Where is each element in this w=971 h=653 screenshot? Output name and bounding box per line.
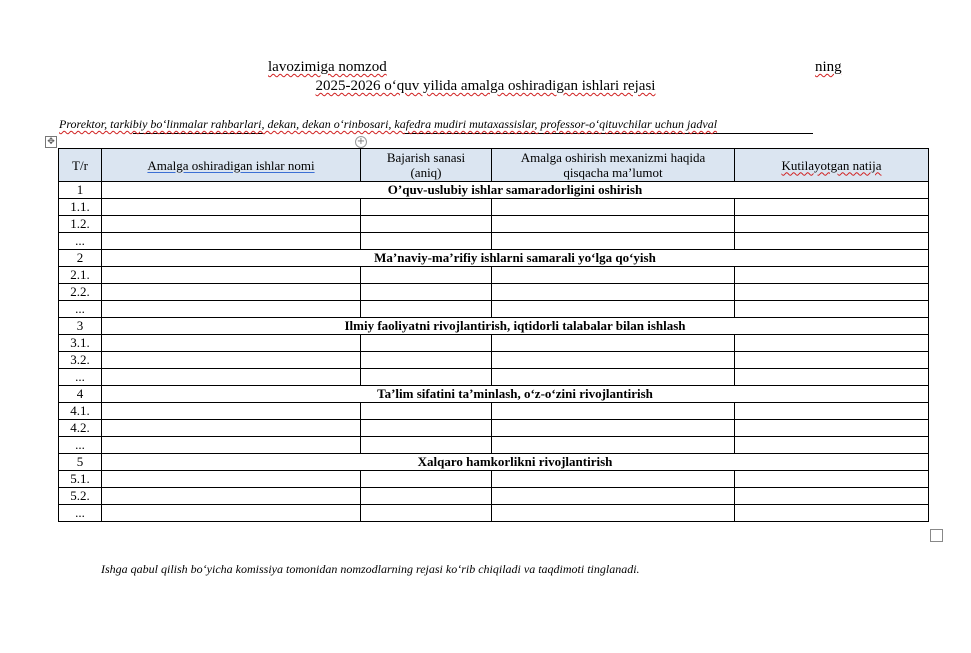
position-label: lavozimiga nomzod	[268, 59, 387, 75]
expected-result-cell[interactable]	[735, 199, 929, 216]
table-row	[59, 471, 929, 488]
mechanism-cell[interactable]	[492, 233, 735, 250]
deadline-cell[interactable]	[361, 471, 492, 488]
deadline-cell[interactable]	[361, 420, 492, 437]
mechanism-cell[interactable]	[492, 403, 735, 420]
section-number-cell[interactable]: 2	[59, 250, 102, 267]
row-number-cell[interactable]: ...	[59, 505, 102, 522]
section-row	[59, 182, 929, 199]
task-name-cell[interactable]	[102, 233, 361, 250]
row-number-cell[interactable]: ...	[59, 233, 102, 250]
section-title-cell[interactable]: Ta’lim sifatini ta’minlash, o‘z-o‘zini rivojlantirish	[102, 386, 929, 403]
section-title-cell[interactable]: Xalqaro hamkorlikni rivojlantirish	[102, 454, 929, 471]
section-row	[59, 386, 929, 403]
deadline-cell[interactable]	[361, 216, 492, 233]
mechanism-cell[interactable]	[492, 301, 735, 318]
candidate-blank-line[interactable]	[403, 133, 813, 134]
section-number-cell[interactable]: 4	[59, 386, 102, 403]
table-row	[59, 301, 929, 318]
table-note	[59, 117, 717, 132]
expected-result-cell[interactable]	[735, 267, 929, 284]
deadline-cell[interactable]	[361, 352, 492, 369]
table-row	[59, 488, 929, 505]
task-name-cell[interactable]	[102, 335, 361, 352]
resize-square-icon[interactable]	[930, 529, 943, 542]
mechanism-cell[interactable]	[492, 471, 735, 488]
deadline-cell[interactable]	[361, 284, 492, 301]
mechanism-cell[interactable]	[492, 216, 735, 233]
deadline-cell[interactable]	[361, 335, 492, 352]
mechanism-cell[interactable]	[492, 437, 735, 454]
task-name-cell[interactable]	[102, 437, 361, 454]
mechanism-cell[interactable]	[492, 488, 735, 505]
expected-result-cell[interactable]	[735, 471, 929, 488]
row-number-cell[interactable]: ...	[59, 369, 102, 386]
task-name-cell[interactable]	[102, 352, 361, 369]
mechanism-cell[interactable]	[492, 352, 735, 369]
row-number-cell[interactable]: 3.2.	[59, 352, 102, 369]
expected-result-cell[interactable]	[735, 403, 929, 420]
deadline-cell[interactable]	[361, 369, 492, 386]
mechanism-cell[interactable]	[492, 284, 735, 301]
move-cross-icon[interactable]: ✥	[45, 136, 57, 148]
expected-result-cell[interactable]	[735, 488, 929, 505]
section-title-cell[interactable]: Ilmiy faoliyatni rivojlantirish, iqtidorli talabalar bilan ishlash	[102, 318, 929, 335]
document-title	[0, 58, 971, 78]
table-row	[59, 199, 929, 216]
deadline-cell[interactable]	[361, 505, 492, 522]
mechanism-cell[interactable]	[492, 369, 735, 386]
section-number-cell[interactable]: 3	[59, 318, 102, 335]
col-header-deadline[interactable]: Bajarish sanasi (aniq)	[361, 149, 492, 182]
section-title-cell[interactable]: Ma’naviy-ma’rifiy ishlarni samarali yo‘lga qo‘yish	[102, 250, 929, 267]
row-number-cell[interactable]: 1.1.	[59, 199, 102, 216]
table-row	[59, 437, 929, 454]
row-number-cell[interactable]: 4.2.	[59, 420, 102, 437]
table-row	[59, 216, 929, 233]
row-number-cell[interactable]: 3.1.	[59, 335, 102, 352]
subtitle-text: 2025-2026 o‘quv yilida amalga oshiradigan ishlari rejasi	[315, 78, 656, 94]
row-number-cell[interactable]: 4.1.	[59, 403, 102, 420]
task-name-cell[interactable]	[102, 301, 361, 318]
col-header-expected-result[interactable]: Kutilayotgan natija	[735, 149, 929, 182]
table-row	[59, 233, 929, 250]
section-row	[59, 454, 929, 471]
document-subtitle	[0, 78, 971, 95]
expected-result-cell[interactable]	[735, 352, 929, 369]
mechanism-cell[interactable]	[492, 420, 735, 437]
name-blank-line[interactable]	[133, 133, 263, 134]
section-row	[59, 318, 929, 335]
row-number-cell[interactable]: 5.2.	[59, 488, 102, 505]
table-row	[59, 335, 929, 352]
mechanism-cell[interactable]	[492, 335, 735, 352]
task-name-cell[interactable]	[102, 488, 361, 505]
expected-result-cell[interactable]	[735, 437, 929, 454]
footer-note: Ishga qabul qilish bo‘yicha komissiya tomonidan nomzodlarning rejasi ko‘rib chiqiladi va taqdimoti tinglanadi.	[101, 562, 640, 576]
row-number-cell[interactable]: 2.1.	[59, 267, 102, 284]
col-header-number[interactable]: T/r	[59, 149, 102, 182]
row-number-cell[interactable]: 1.2.	[59, 216, 102, 233]
deadline-cell[interactable]	[361, 437, 492, 454]
expected-result-cell[interactable]	[735, 233, 929, 250]
row-number-cell[interactable]: ...	[59, 301, 102, 318]
mechanism-cell[interactable]	[492, 199, 735, 216]
section-number-cell[interactable]: 5	[59, 454, 102, 471]
table-row	[59, 403, 929, 420]
mechanism-cell[interactable]	[492, 267, 735, 284]
deadline-cell[interactable]	[361, 199, 492, 216]
section-number-cell[interactable]: 1	[59, 182, 102, 199]
mechanism-cell[interactable]	[492, 505, 735, 522]
table-row	[59, 505, 929, 522]
task-name-cell[interactable]	[102, 403, 361, 420]
plan-table	[58, 148, 929, 522]
expected-result-cell[interactable]	[735, 284, 929, 301]
deadline-cell[interactable]	[361, 301, 492, 318]
col-header-mechanism[interactable]: Amalga oshirish mexanizmi haqida qisqacha ma’lumot	[492, 149, 735, 182]
task-name-cell[interactable]	[102, 199, 361, 216]
col-header-task-name[interactable]: Amalga oshiradigan ishlar nomi	[102, 149, 361, 182]
expected-result-cell[interactable]	[735, 335, 929, 352]
section-title-cell[interactable]: O’quv-uslubiy ishlar samaradorligini oshirish	[102, 182, 929, 199]
row-number-cell[interactable]: ...	[59, 437, 102, 454]
plus-circle-icon[interactable]: +	[356, 136, 366, 147]
task-name-cell[interactable]	[102, 216, 361, 233]
table-note-text: Prorektor, tarkibiy bo‘linmalar rahbarlari, dekan, dekan o‘rinbosari, kafedra mudiri mutaxassislar, professor-o‘qituvchilar uchun jadval	[59, 117, 718, 131]
section-row	[59, 250, 929, 267]
deadline-cell[interactable]	[361, 267, 492, 284]
table-header-row	[59, 149, 929, 182]
expected-result-cell[interactable]	[735, 301, 929, 318]
row-number-cell[interactable]: 5.1.	[59, 471, 102, 488]
task-name-cell[interactable]	[102, 471, 361, 488]
table-row	[59, 284, 929, 301]
task-name-cell[interactable]	[102, 505, 361, 522]
task-name-cell[interactable]	[102, 369, 361, 386]
deadline-cell[interactable]	[361, 488, 492, 505]
task-name-cell[interactable]	[102, 284, 361, 301]
table-row	[59, 420, 929, 437]
row-number-cell[interactable]: 2.2.	[59, 284, 102, 301]
deadline-cell[interactable]	[361, 403, 492, 420]
expected-result-cell[interactable]	[735, 369, 929, 386]
table-row	[59, 352, 929, 369]
expected-result-cell[interactable]	[735, 420, 929, 437]
ning-suffix: ning	[815, 59, 842, 75]
deadline-cell[interactable]	[361, 233, 492, 250]
task-name-cell[interactable]	[102, 267, 361, 284]
table-row	[59, 267, 929, 284]
expected-result-cell[interactable]	[735, 505, 929, 522]
expected-result-cell[interactable]	[735, 216, 929, 233]
task-name-cell[interactable]	[102, 420, 361, 437]
table-row	[59, 369, 929, 386]
